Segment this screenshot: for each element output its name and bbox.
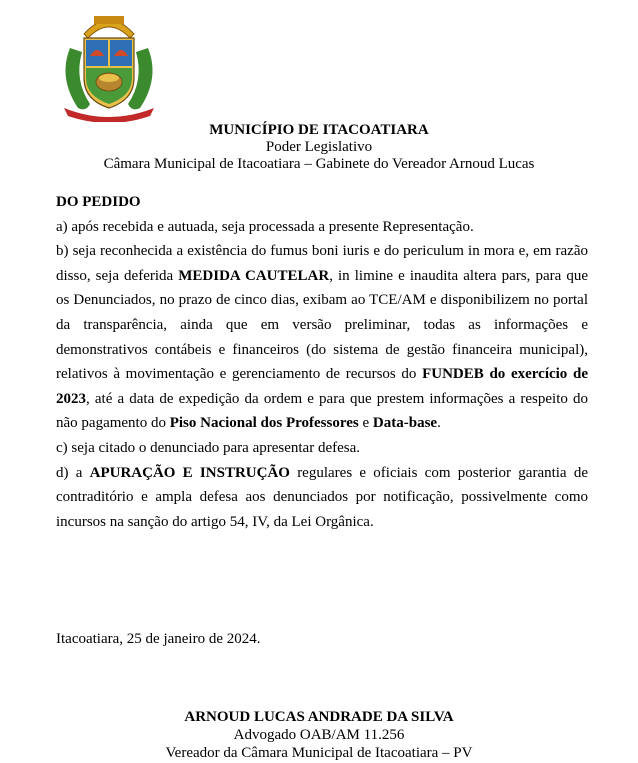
municipality-title: MUNICÍPIO DE ITACOATIARA	[209, 122, 429, 138]
municipal-coat-of-arms-icon	[56, 8, 162, 122]
emphasis-medida-cautelar: MEDIDA CAUTELAR	[178, 267, 330, 284]
paragraph-item-a: a) após recebida e autuada, seja processada a presente Representação.	[56, 218, 474, 235]
emphasis-apuracao: APURAÇÃO E INSTRUÇÃO	[89, 464, 290, 481]
signature-block	[0, 708, 638, 762]
branch-subtitle: Poder Legislativo	[265, 139, 373, 155]
emphasis-fundeb: FUNDEB do exercício de 2023	[56, 366, 588, 407]
section-title: DO PEDIDO	[56, 194, 141, 210]
paragraph-item-c: c) seja citado o denunciado para apresentar defesa.	[56, 439, 361, 456]
document-header	[0, 122, 638, 173]
paragraph-item-d: d) a APURAÇÃO E INSTRUÇÃO regulares e oficiais com posterior garantia de contraditório e ampla defesa aos denunciados por notificação, possivelmente como incursos na sanção do artigo 54, IV, da Lei Orgânica.	[56, 464, 588, 530]
paragraph-item-b: b) seja reconhecida a existência do fumus boni iuris e do periculum in mora e, em razão disso, seja deferida MEDIDA CAUTELAR, in limine e inaudita altera pars, para que os Denunciados, no prazo de cinco dias, exibam ao TCE/AM e disponibilizem no portal da transparência, ainda que em versão preliminar, todas as informações e demonstrativos contábeis e financeiros (do sistema de gestão financeira municipal), relativos à movimentação e gerenciamento de recursos do FUNDEB do exercício de 2023, até a data de expedição da ordem e para que prestem informações a respeito do não pagamento do Piso Nacional dos Professores e Data-base.	[56, 243, 588, 432]
emphasis-data-base: Data-base	[372, 415, 438, 432]
signatory-oab: Advogado OAB/AM 11.256	[233, 727, 405, 743]
emphasis-piso-nacional: Piso Nacional dos Professores	[169, 415, 359, 432]
chamber-subtitle: Câmara Municipal de Itacoatiara – Gabinete do Vereador Arnoud Lucas	[103, 156, 535, 172]
signatory-name: ARNOUD LUCAS ANDRADE DA SILVA	[184, 709, 454, 725]
signatory-role: Vereador da Câmara Municipal de Itacoatiara – PV	[165, 745, 473, 761]
place-and-date: Itacoatiara, 25 de janeiro de 2024.	[56, 631, 261, 647]
document-body	[56, 190, 588, 534]
